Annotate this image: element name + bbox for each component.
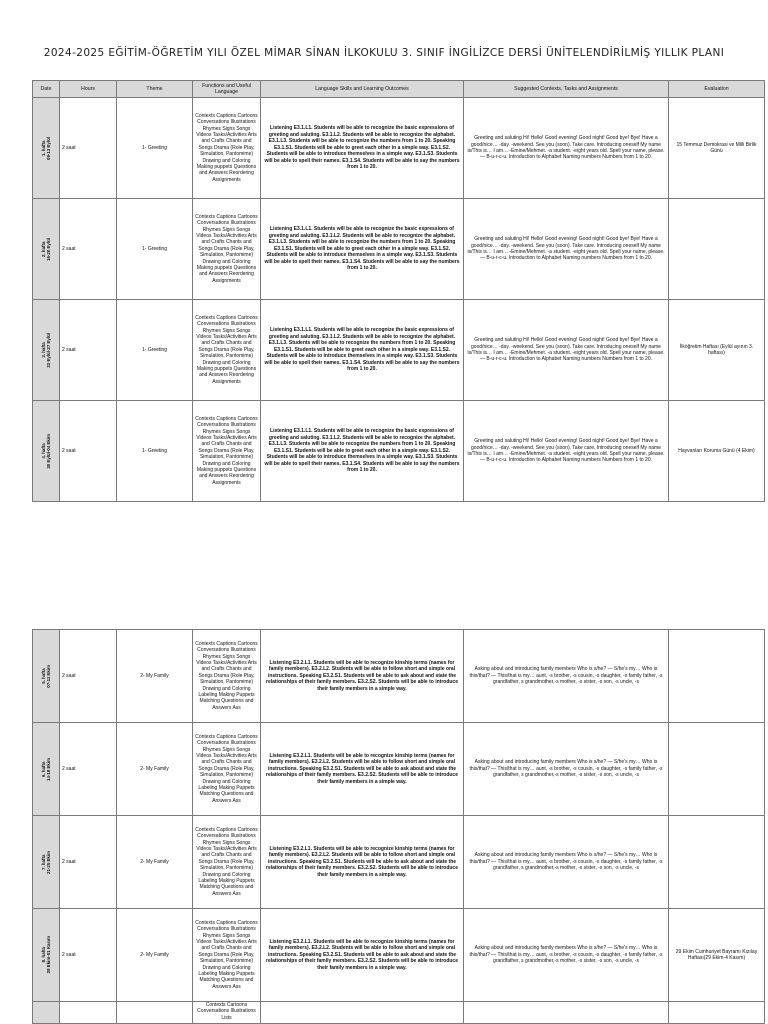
week-dates: 23 Eylül-27 Eylül bbox=[46, 332, 51, 368]
theme-cell: 2- My Family bbox=[117, 909, 193, 1002]
header-date: Date bbox=[33, 81, 60, 98]
table-row bbox=[33, 199, 765, 300]
contexts-cell: Greeting and saluting Hi! Hello! Good evening! Good night! Good bye! Bye! Have a good/nice… -day. -weekend. See you (soon). Take care. Introducing oneself My name is/This is… I am… -Emine/Mehmet. -a student. -eight years old. Spell your name, please. — B-u-r-c-u. Introduction to Alphabet Naming numbers Numbers from 1 to 20. bbox=[464, 401, 669, 502]
skills-cell: Listening E3.2.L1. Students will be able to recognize kinship terms (names for family members). E3.2.L2. Students will be able to follow short and simple oral instructions. Speaking E3.2.S1. Students will be able to ask about and state the relationships of their family members. E3.2.S2. Students will be able to introduce their family members in a simple way. bbox=[261, 816, 464, 909]
date-cell bbox=[33, 199, 60, 300]
contexts-cell bbox=[464, 1002, 669, 1024]
header-contexts: Suggested Contexts, Tasks and Assignments bbox=[464, 81, 669, 98]
date-cell bbox=[33, 909, 60, 1002]
hours-cell: 2 saat bbox=[60, 630, 117, 723]
contexts-cell: Asking about and introducing family members Who is s/he? — S/he's my… Who is this/that? — This/that is my… aunt, -s brother, -s cousin, -s daughter, -s family father, -s grandfather, s grandmother,-s mother, -s sister, -s son, -s uncle, -s bbox=[464, 630, 669, 723]
contexts-cell: Asking about and introducing family members Who is s/he? — S/he's my… Who is this/that? — This/that is my… aunt, -s brother, -s cousin, -s daughter, -s family father, -s grandfather, s grandmother,-s mother, -s sister, -s son, -s uncle, -s bbox=[464, 909, 669, 1002]
skills-cell: Listening E3.2.L1. Students will be able to recognize kinship terms (names for family members). E3.2.L2. Students will be able to follow short and simple oral instructions. Speaking E3.2.S1. Students will be able to ask about and state the relationships of their family members. E3.2.S2. Students will be able to introduce their family members in a simple way. bbox=[261, 909, 464, 1002]
week-number: 6. hafta bbox=[41, 761, 46, 777]
skills-cell: Listening E3.2.L1. Students will be able to recognize kinship terms (names for family members). E3.2.L2. Students will be able to follow short and simple oral instructions. Speaking E3.2.S1. Students will be able to ask about and state the relationships of their family members. E3.2.S2. Students will be able to introduce their family members in a simple way. bbox=[261, 630, 464, 723]
hours-cell: 2 saat bbox=[60, 300, 117, 401]
functions-cell: Contexts Captions Cartoons Conversations Illustrations Rhymes Signs Songs Videos Tasks/Activities Arts and Crafts Chants and Songs Drama (Role Play, Simulation, Pantomime) Drawing and Coloring Labeling Making Puppets Matching Questions and Answers Ass bbox=[193, 816, 261, 909]
header-evaluation: Evaluation bbox=[669, 81, 765, 98]
functions-cell: Contexts Captions Cartoons Conversations Illustrations Rhymes Signs Songs Videos Tasks/Activities Arts and Crafts Chants and Songs Drama (Role Play, Simulation, Pantomime) Drawing and Coloring Making puppets Questions and Answers Reordering Assignments bbox=[193, 199, 261, 300]
evaluation-cell bbox=[669, 630, 765, 723]
functions-cell: Contexts Captions Cartoons Conversations Illustrations Rhymes Signs Songs Videos Tasks/Activities Arts and Crafts Chants and Songs Drama (Role Play, Simulation, Pantomime) Drawing and Coloring Labeling Making Puppets Matching Questions and Answers Ass bbox=[193, 723, 261, 816]
week-number: 1. hafta bbox=[41, 140, 46, 156]
theme-cell bbox=[117, 1002, 193, 1024]
table-row bbox=[33, 816, 765, 909]
functions-cell: Contexts Captions Cartoons Conversations Illustrations Rhymes Signs Songs Videos Tasks/Activities Arts and Crafts Chants and Songs Drama (Role Play, Simulation, Pantomime) Drawing and Coloring Making puppets Questions and Answers Reordering Assignments bbox=[193, 300, 261, 401]
hours-cell bbox=[60, 1002, 117, 1024]
table-row bbox=[33, 401, 765, 502]
hours-cell: 2 saat bbox=[60, 401, 117, 502]
week-dates: 07-11 Ekim bbox=[46, 664, 51, 688]
theme-cell: 2- My Family bbox=[117, 816, 193, 909]
theme-cell: 1- Greeting bbox=[117, 401, 193, 502]
skills-cell: Listening E3.1.L1. Students will be able to recognize the basic expressions of greeting and saluting. E3.1.L2. Students will be able to recognize the alphabet. E3.1.L3. Students will be able to recognize the numbers from 1 to 20. Speaking E3.1.S1. Students will be able to greet each other in a simple way. E3.1.S2. Students will be able to introduce themselves in a simple way. E3.1.S3. Students will be able to spell their names. E3.1.S4. Students will be able to say the numbers from 1 to 20. bbox=[261, 300, 464, 401]
header-hours: Hours bbox=[60, 81, 117, 98]
functions-cell: Contexts Captions Cartoons Conversations Illustrations Rhymes Signs Songs Videos Tasks/Activities Arts and Crafts Chants and Songs Drama (Role Play, Simulation, Pantomime) Drawing and Coloring Labeling Making Puppets Matching Questions and Answers Ass bbox=[193, 630, 261, 723]
evaluation-cell bbox=[669, 1002, 765, 1024]
week-dates: 28 Ekim-01 Kasım bbox=[46, 936, 51, 974]
theme-cell: 2- My Family bbox=[117, 630, 193, 723]
date-cell bbox=[33, 816, 60, 909]
week-number: 3. hafta bbox=[41, 342, 46, 358]
contexts-cell: Greeting and saluting Hi! Hello! Good evening! Good night! Good bye! Bye! Have a good/nice… -day. -weekend. See you (soon). Take care. Introducing oneself My name is/This is… I am… -Emine/Mehmet. -a student. -eight years old. Spell your name, please. — B-u-r-c-u. Introduction to Alphabet Naming numbers Numbers from 1 to 20. bbox=[464, 300, 669, 401]
date-cell bbox=[33, 630, 60, 723]
skills-cell: Listening E3.1.L1. Students will be able to recognize the basic expressions of greeting and saluting. E3.1.L2. Students will be able to recognize the alphabet. E3.1.L3. Students will be able to recognize the numbers from 1 to 20. Speaking E3.1.S1. Students will be able to greet each other in a simple way. E3.1.S2. Students will be able to introduce themselves in a simple way. E3.1.S3. Students will be able to spell their names. E3.1.S4. Students will be able to say the numbers from 1 to 20. bbox=[261, 199, 464, 300]
week-number: 5. hafta bbox=[41, 668, 46, 684]
week-number: 8. hafta bbox=[41, 947, 46, 963]
table-row bbox=[33, 630, 765, 723]
week-number: 4. hafta bbox=[41, 443, 46, 459]
skills-cell: Listening E3.1.L1. Students will be able to recognize the basic expressions of greeting and saluting. E3.1.L2. Students will be able to recognize the alphabet. E3.1.L3. Students will be able to recognize the numbers from 1 to 20. Speaking E3.1.S1. Students will be able to greet each other in a simple way. E3.1.S2. Students will be able to introduce themselves in a simple way. E3.1.S3. Students will be able to spell their names. E3.1.S4. Students will be able to say the numbers from 1 to 20. bbox=[261, 401, 464, 502]
hours-cell: 2 saat bbox=[60, 723, 117, 816]
theme-cell: 2- My Family bbox=[117, 723, 193, 816]
functions-cell: Contexts Captions Cartoons Conversations Illustrations Rhymes Signs Songs Videos Tasks/Activities Arts and Crafts Chants and Songs Drama (Role Play, Simulation, Pantomime) Drawing and Coloring Labeling Making Puppets Matching Questions and Answers Ass bbox=[193, 909, 261, 1002]
evaluation-cell: İlköğretim Haftası (Eylül ayının 3. haftası) bbox=[669, 300, 765, 401]
table-row bbox=[33, 909, 765, 1002]
contexts-cell: Asking about and introducing family members Who is s/he? — S/he's my… Who is this/that? — This/that is my… aunt, -s brother, -s cousin, -s daughter, -s family father, -s grandfather, s grandmother,-s mother, -s sister, -s son, -s uncle, -s bbox=[464, 723, 669, 816]
hours-cell: 2 saat bbox=[60, 909, 117, 1002]
evaluation-cell: 29 Ekim Cumhuriyet Bayramı Kızılay Haftası(29 Ekim-4 Kasım) bbox=[669, 909, 765, 1002]
evaluation-cell bbox=[669, 816, 765, 909]
contexts-cell: Asking about and introducing family members Who is s/he? — S/he's my… Who is this/that? — This/that is my… aunt, -s brother, -s cousin, -s daughter, -s family father, -s grandfather, s grandmother,-s mother, -s sister, -s son, -s uncle, -s bbox=[464, 816, 669, 909]
theme-cell: 1- Greeting bbox=[117, 199, 193, 300]
header-row bbox=[33, 81, 765, 98]
evaluation-cell bbox=[669, 723, 765, 816]
date-cell bbox=[33, 401, 60, 502]
theme-cell: 1- Greeting bbox=[117, 300, 193, 401]
skills-cell: Listening E3.2.L1. Students will be able to recognize kinship terms (names for family members). E3.2.L2. Students will be able to follow short and simple oral instructions. Speaking E3.2.S1. Students will be able to ask about and state the relationships of their family members. E3.2.S2. Students will be able to introduce their family members in a simple way. bbox=[261, 723, 464, 816]
contexts-cell: Greeting and saluting Hi! Hello! Good evening! Good night! Good bye! Bye! Have a good/nice… -day. -weekend. See you (soon). Take care. Introducing oneself My name is/This is… I am… -Emine/Mehmet. -a student. -eight years old. Spell your name, please. — B-u-r-c-u. Introduction to Alphabet Naming numbers Numbers from 1 to 20. bbox=[464, 199, 669, 300]
plan-table-top bbox=[32, 80, 765, 502]
hours-cell: 2 saat bbox=[60, 199, 117, 300]
functions-cell: Contexts Captions Cartoons Conversations Illustrations Rhymes Signs Songs Videos Tasks/Activities Arts and Crafts Chants and Songs Drama (Role Play, Simulation, Pantomime) Drawing and Coloring Making puppets Questions and Answers Reordering Assignments bbox=[193, 98, 261, 199]
header-theme: Theme bbox=[117, 81, 193, 98]
theme-cell: 1- Greeting bbox=[117, 98, 193, 199]
week-dates: 14-18 Ekim bbox=[46, 757, 51, 781]
contexts-cell: Greeting and saluting Hi! Hello! Good evening! Good night! Good bye! Bye! Have a good/nice… -day. -weekend. See you (soon). Take care. Introducing oneself My name is/This is… I am… -Emine/Mehmet. -a student. -eight years old. Spell your name, please. — B-u-r-c-u. Introduction to Alphabet Naming numbers Numbers from 1 to 20. bbox=[464, 98, 669, 199]
table-row bbox=[33, 723, 765, 816]
table-row bbox=[33, 300, 765, 401]
header-functions: Functions and Useful Language bbox=[193, 81, 261, 98]
functions-cell: Contexts Captions Cartoons Conversations Illustrations Rhymes Signs Songs Videos Tasks/Activities Arts and Crafts Chants and Songs Drama (Role Play, Simulation, Pantomime) Drawing and Coloring Making puppets Questions and Answers Reordering Assignments bbox=[193, 401, 261, 502]
week-number: 7. hafta bbox=[41, 854, 46, 870]
week-dates: 30 Eylül-04 Ekim bbox=[46, 433, 51, 469]
date-cell bbox=[33, 300, 60, 401]
hours-cell: 2 saat bbox=[60, 816, 117, 909]
skills-cell bbox=[261, 1002, 464, 1024]
week-dates: 09-13 Eylül bbox=[46, 136, 51, 160]
date-cell bbox=[33, 98, 60, 199]
date-cell bbox=[33, 723, 60, 816]
evaluation-cell bbox=[669, 199, 765, 300]
table-row bbox=[33, 98, 765, 199]
skills-cell: Listening E3.1.L1. Students will be able to recognize the basic expressions of greeting and saluting. E3.1.L2. Students will be able to recognize the alphabet. E3.1.L3. Students will be able to recognize the numbers from 1 to 20. Speaking E3.1.S1. Students will be able to greet each other in a simple way. E3.1.S2. Students will be able to introduce themselves in a simple way. E3.1.S3. Students will be able to spell their names. E3.1.S4. Students will be able to say the numbers from 1 to 20. bbox=[261, 98, 464, 199]
hours-cell: 2 saat bbox=[60, 98, 117, 199]
week-dates: 21-25 Ekim bbox=[46, 850, 51, 874]
functions-cell: Contexts Cartoons Conversations Illustrations Lists bbox=[193, 1002, 261, 1024]
header-skills: Language Skills and Learning Outcomes bbox=[261, 81, 464, 98]
week-dates: 16-20 Eylül bbox=[46, 237, 51, 261]
evaluation-cell: Hayvanları Koruma Günü (4 Ekim) bbox=[669, 401, 765, 502]
week-number: 2. hafta bbox=[41, 241, 46, 257]
table-row-partial bbox=[33, 1002, 765, 1024]
evaluation-cell: 15 Temmuz Demokrasi ve Milli Birlik Günü bbox=[669, 98, 765, 199]
document-title: 2024-2025 EĞİTİM-ÖĞRETİM YILI ÖZEL MİMAR SİNAN İLKOKULU 3. SINIF İNGİLİZCE DERSİ ÜNİTELENDİRİLMİŞ YILLIK PLANI bbox=[43, 47, 725, 59]
plan-table-bottom bbox=[32, 629, 765, 1024]
date-cell bbox=[33, 1002, 60, 1024]
